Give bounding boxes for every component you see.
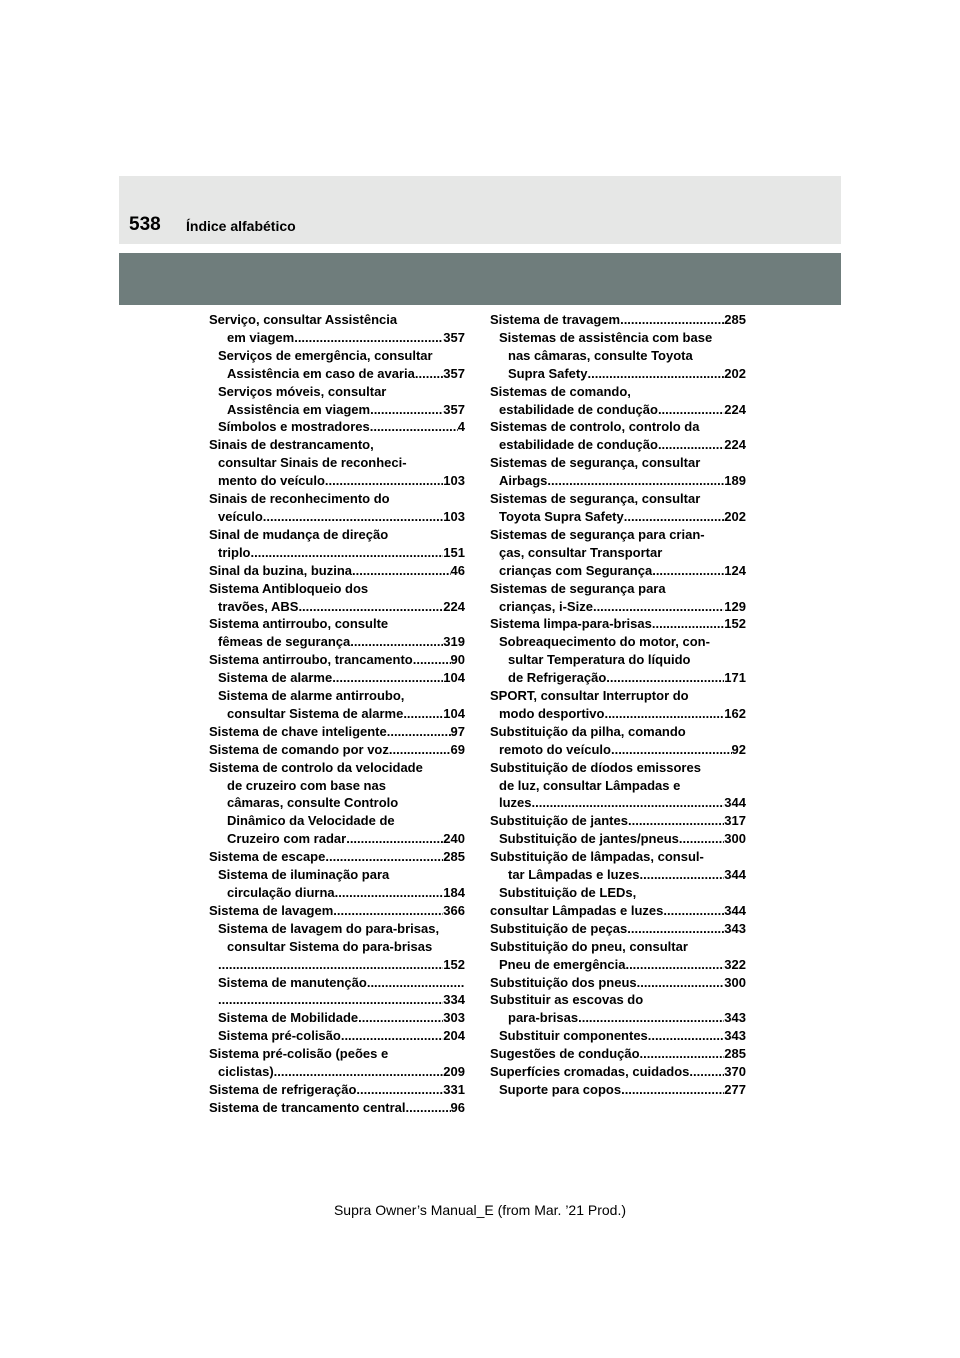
entry-text: Substituição de jantes/pneus <box>499 831 679 847</box>
index-entry <box>209 830 465 848</box>
dot-leader <box>325 848 443 866</box>
dot-leader <box>387 723 451 741</box>
entry-text: Airbags <box>499 473 548 489</box>
entry-text: Sistema limpa-para-brisas <box>490 616 652 632</box>
dot-leader <box>679 830 724 848</box>
index-entry <box>209 1063 465 1081</box>
index-entry: Sistema Antibloqueio dos <box>209 580 369 596</box>
index-entry <box>490 311 746 329</box>
index-entry <box>490 705 746 723</box>
dot-leader <box>218 956 443 974</box>
dot-leader <box>652 562 724 580</box>
entry-page-number: 202 <box>724 365 746 381</box>
index-entry <box>209 1009 465 1027</box>
index-entry: Substituir as escovas do <box>490 992 644 1008</box>
index-entry <box>490 1027 746 1045</box>
index-entry <box>490 1063 746 1081</box>
entry-page-number: 300 <box>724 974 746 990</box>
index-entry <box>490 598 746 616</box>
index-entry: Dinâmico da Velocidade de <box>227 813 395 829</box>
index-entry <box>209 1027 465 1045</box>
index-entry <box>209 544 465 562</box>
entry-text: Assistência em caso de avaria <box>227 365 415 381</box>
dot-leader <box>325 472 443 490</box>
index-entry <box>209 848 465 866</box>
dot-leader <box>532 794 725 812</box>
entry-page-number: 317 <box>724 813 746 829</box>
entry-page-number: 184 <box>443 885 465 900</box>
entry-page-number: 4 <box>457 419 465 435</box>
index-entry: consultar Sinais de reconheci- <box>218 455 407 471</box>
entry-text: veículo <box>218 508 263 524</box>
dot-leader <box>652 615 724 633</box>
dot-leader <box>413 651 451 669</box>
entry-page-number: 103 <box>443 473 465 489</box>
entry-page-number: 171 <box>724 670 746 686</box>
index-entry <box>490 812 746 830</box>
entry-text: Sistema de travagem <box>490 312 621 327</box>
index-entry <box>490 436 746 454</box>
entry-text: de Refrigeração <box>508 670 607 686</box>
dot-leader <box>350 633 443 651</box>
entry-text: Pneu de emergência <box>499 956 626 972</box>
entry-text: triplo <box>218 544 251 560</box>
index-entry: Sistemas de assistência com base <box>499 329 713 345</box>
index-entry: Serviço, consultar Assistência <box>209 312 398 327</box>
index-entry: Sinal de mudança de direção <box>209 526 389 542</box>
footer-manual-title: Supra Owner’s Manual_E (from Mar. ’21 Prod.) <box>333 1202 627 1218</box>
dot-leader <box>274 1063 444 1081</box>
entry-text: Sistema de trancamento central <box>209 1099 406 1115</box>
index-entry: Sistemas de segurança, consultar <box>490 491 701 507</box>
index-entry <box>209 365 465 383</box>
entry-page-number: 357 <box>443 365 465 381</box>
entry-text: ciclistas) <box>218 1064 274 1080</box>
index-entry: Sistemas de segurança para crian- <box>490 526 705 542</box>
index-entry: ças, consultar Transportar <box>499 544 663 560</box>
entry-text: estabilidade de condução <box>499 401 658 417</box>
index-entry <box>209 974 465 992</box>
index-entry <box>209 723 465 741</box>
index-entry <box>209 1081 465 1099</box>
entry-text: consultar Sistema de alarme <box>227 705 404 721</box>
dot-leader <box>628 812 724 830</box>
entry-page-number: 124 <box>724 562 746 578</box>
entry-text: Sistema de escape <box>209 849 326 865</box>
dot-leader <box>663 902 724 920</box>
index-entry <box>209 705 465 723</box>
dot-leader <box>298 598 443 616</box>
index-entry <box>209 884 465 902</box>
dot-leader <box>621 1081 724 1099</box>
dot-leader <box>648 1027 725 1045</box>
entry-page-number: 343 <box>724 1010 746 1026</box>
entry-text: Sistema pré-colisão <box>218 1028 341 1044</box>
entry-page-number: 204 <box>443 1028 465 1044</box>
entry-text: Assistência em viagem <box>227 401 371 417</box>
entry-page-number: 129 <box>724 598 746 614</box>
index-entry <box>490 1081 746 1099</box>
dot-leader <box>640 1045 725 1063</box>
entry-text: travões, ABS <box>218 598 299 614</box>
index-entry <box>209 418 465 436</box>
entry-page-number: 92 <box>731 741 746 757</box>
index-entry <box>490 472 746 490</box>
entry-text: luzes <box>499 795 532 811</box>
index-entry <box>490 741 746 759</box>
entry-page-number: 331 <box>443 1081 465 1097</box>
dot-leader <box>611 741 732 759</box>
dot-leader <box>689 1063 724 1081</box>
dot-leader <box>658 436 724 454</box>
index-entry <box>209 472 465 490</box>
index-entry <box>209 598 465 616</box>
index-entry: Serviços de emergência, consultar <box>218 347 433 363</box>
index-entry: Substituição de díodos emissores <box>490 759 701 775</box>
entry-text: em viagem <box>227 329 295 345</box>
entry-page-number: 357 <box>443 401 465 417</box>
dot-leader <box>367 974 465 992</box>
index-entry: SPORT, consultar Interruptor do <box>490 688 689 704</box>
index-entry: consultar Sistema do para-brisas <box>227 938 433 954</box>
index-entry: câmaras, consulte Controlo <box>227 795 399 811</box>
index-entry: Sistema pré-colisão (peões e <box>209 1046 389 1062</box>
dot-leader <box>218 991 443 1009</box>
index-entry <box>490 508 746 526</box>
dot-leader <box>624 508 725 526</box>
entry-page-number: 69 <box>450 741 465 757</box>
index-entry <box>490 669 746 687</box>
entry-text: crianças com Segurança <box>499 562 653 578</box>
index-entry <box>490 866 746 884</box>
index-column-right <box>490 311 746 1099</box>
entry-text: Sistema de alarme <box>218 670 333 686</box>
dot-leader <box>370 418 458 436</box>
dot-leader <box>346 830 443 848</box>
entry-text: Suporte para copos <box>499 1081 622 1097</box>
dot-leader <box>406 1099 451 1117</box>
entry-text: Sistema de refrigeração <box>209 1081 357 1097</box>
entry-page-number: 366 <box>443 902 465 918</box>
entry-text: Sistema antirroubo, trancamento <box>209 652 413 668</box>
entry-text: consultar Lâmpadas e luzes <box>490 902 664 918</box>
index-entry: de cruzeiro com base nas <box>227 777 386 793</box>
index-entry: Substituição do pneu, consultar <box>490 938 688 954</box>
dot-leader <box>294 329 443 347</box>
index-entry: Sistemas de comando, <box>490 383 631 399</box>
dot-leader <box>389 741 451 759</box>
dot-leader <box>415 365 443 383</box>
index-entry <box>209 741 465 759</box>
dot-leader <box>356 1081 443 1099</box>
entry-page-number: 224 <box>724 401 746 417</box>
index-entry <box>209 956 465 974</box>
page-number: 538 <box>129 214 161 235</box>
index-entry: Serviços móveis, consultar <box>218 383 387 399</box>
entry-page-number: 322 <box>724 956 746 972</box>
entry-text: mento do veículo <box>218 473 325 489</box>
index-entry <box>490 830 746 848</box>
index-entry <box>490 1009 746 1027</box>
entry-page-number: 209 <box>443 1064 465 1080</box>
entry-text: Sistema de lavagem <box>209 902 334 918</box>
dot-leader <box>606 669 724 687</box>
dot-leader <box>370 401 443 419</box>
entry-page-number: 152 <box>443 956 465 972</box>
entry-page-number: 104 <box>443 705 465 721</box>
dot-leader <box>604 705 724 723</box>
entry-text: tar Lâmpadas e luzes <box>508 867 640 883</box>
dot-leader <box>637 974 725 992</box>
index-entry: Sistema de lavagem do para-brisas, <box>218 920 440 936</box>
entry-page-number: 97 <box>450 723 465 739</box>
index-entry: Sistema de iluminação para <box>218 867 390 883</box>
index-entry <box>490 956 746 974</box>
index-entry: Sinais de destrancamento, <box>209 437 374 453</box>
entry-text: estabilidade de condução <box>499 437 658 453</box>
index-entry: Substituição de lâmpadas, consul- <box>490 849 704 865</box>
entry-page-number: 96 <box>450 1099 465 1115</box>
index-entry <box>209 669 465 687</box>
entry-text: remoto do veículo <box>499 741 611 757</box>
dot-leader <box>640 866 725 884</box>
dot-leader <box>625 956 724 974</box>
entry-page-number: 334 <box>443 992 465 1008</box>
entry-page-number: 344 <box>724 867 746 883</box>
section-title: Índice alfabético <box>186 218 296 234</box>
index-entry <box>209 902 465 920</box>
dot-leader <box>593 598 724 616</box>
entry-text: Substituição de jantes <box>490 813 628 829</box>
dot-leader <box>403 705 443 723</box>
index-entry <box>209 562 465 580</box>
index-entry <box>209 1099 465 1117</box>
index-entry <box>490 1045 746 1063</box>
entry-page-number: 319 <box>443 634 465 650</box>
dot-leader <box>587 365 724 383</box>
entry-page-number: 344 <box>724 795 746 811</box>
entry-text: Cruzeiro com radar <box>227 831 347 847</box>
entry-text: Substituir componentes <box>499 1028 648 1044</box>
index-entry: Sinais de reconhecimento do <box>209 491 390 507</box>
index-entry: Sistemas de segurança para <box>490 580 666 596</box>
entry-text: Símbolos e mostradores <box>218 419 370 435</box>
index-entry: Sistemas de segurança, consultar <box>490 455 701 471</box>
dot-leader <box>332 669 443 687</box>
entry-page-number: 151 <box>443 544 465 560</box>
index-entry <box>490 562 746 580</box>
entry-page-number: 202 <box>724 508 746 524</box>
index-entry: de luz, consultar Lâmpadas e <box>499 777 681 793</box>
entry-page-number: 104 <box>443 670 465 686</box>
entry-page-number: 343 <box>724 920 746 936</box>
entry-text: para-brisas <box>508 1010 579 1026</box>
index-entry <box>490 902 746 920</box>
index-entry: Substituição de LEDs, <box>499 885 637 900</box>
entry-page-number: 285 <box>443 849 465 865</box>
entry-page-number: 303 <box>443 1010 465 1026</box>
entry-text: fêmeas de segurança <box>218 634 351 650</box>
index-entry: Sistema de alarme antirroubo, <box>218 688 405 704</box>
index-entry: nas câmaras, consulte Toyota <box>508 347 693 363</box>
index-entry <box>490 401 746 419</box>
index-entry <box>209 508 465 526</box>
entry-page-number: 285 <box>724 1046 746 1062</box>
entry-text: Supra Safety <box>508 365 588 381</box>
dot-leader <box>263 508 444 526</box>
dot-leader <box>251 544 444 562</box>
entry-page-number: 224 <box>443 598 465 614</box>
dot-leader <box>335 884 444 902</box>
entry-text: Substituição dos pneus <box>490 974 637 990</box>
entry-text: Sistema de chave inteligente <box>209 723 387 739</box>
index-entry <box>490 365 746 383</box>
index-entry: sultar Temperatura do líquido <box>508 652 691 668</box>
entry-page-number: 285 <box>724 312 746 327</box>
entry-page-number: 343 <box>724 1028 746 1044</box>
entry-text: Sistema de manutenção <box>218 974 367 990</box>
entry-page-number: 300 <box>724 831 746 847</box>
entry-text: Toyota Supra Safety <box>499 508 624 524</box>
index-entry <box>209 401 465 419</box>
dot-leader <box>358 1009 443 1027</box>
entry-page-number: 162 <box>724 705 746 721</box>
index-entry: Sobreaquecimento do motor, con- <box>499 634 710 650</box>
entry-text: circulação diurna <box>227 885 335 900</box>
index-entry <box>209 329 465 347</box>
index-entry <box>209 991 465 1009</box>
index-entry <box>209 651 465 669</box>
entry-page-number: 224 <box>724 437 746 453</box>
entry-text: Sistema de Mobilidade <box>218 1010 359 1026</box>
dot-leader <box>620 311 724 329</box>
entry-page-number: 344 <box>724 902 746 918</box>
index-column-left <box>209 311 465 1117</box>
entry-text: Substituição de peças <box>490 920 628 936</box>
entry-text: Sinal da buzina, buzina <box>209 562 353 578</box>
index-entry <box>209 633 465 651</box>
index-entry <box>490 794 746 812</box>
entry-page-number: 46 <box>450 562 465 578</box>
dot-leader <box>547 472 724 490</box>
index-entry: Sistema antirroubo, consulte <box>209 616 389 632</box>
index-entry <box>490 920 746 938</box>
entry-text: Sugestões de condução <box>490 1046 640 1062</box>
dot-leader <box>341 1027 443 1045</box>
entry-text: Superfícies cromadas, cuidados <box>490 1064 690 1080</box>
entry-page-number: 240 <box>443 831 465 847</box>
entry-page-number: 370 <box>724 1064 746 1080</box>
index-entry: Substituição da pilha, comando <box>490 723 686 739</box>
entry-page-number: 103 <box>443 508 465 524</box>
index-entry: Sistemas de controlo, controlo da <box>490 419 700 435</box>
entry-text: modo desportivo <box>499 705 605 721</box>
entry-page-number: 152 <box>724 616 746 632</box>
dot-leader <box>627 920 724 938</box>
decorative-band <box>119 253 841 305</box>
entry-text: Sistema de comando por voz <box>209 741 389 757</box>
entry-text: crianças, i-Size <box>499 598 593 614</box>
entry-page-number: 357 <box>443 329 465 345</box>
entry-page-number: 189 <box>724 473 746 489</box>
index-entry: Sistema de controlo da velocidade <box>209 759 423 775</box>
index-entry <box>490 974 746 992</box>
dot-leader <box>578 1009 724 1027</box>
dot-leader <box>658 401 724 419</box>
entry-page-number: 277 <box>724 1081 746 1097</box>
dot-leader <box>333 902 443 920</box>
dot-leader <box>352 562 451 580</box>
entry-page-number: 90 <box>450 652 465 668</box>
index-entry <box>490 615 746 633</box>
